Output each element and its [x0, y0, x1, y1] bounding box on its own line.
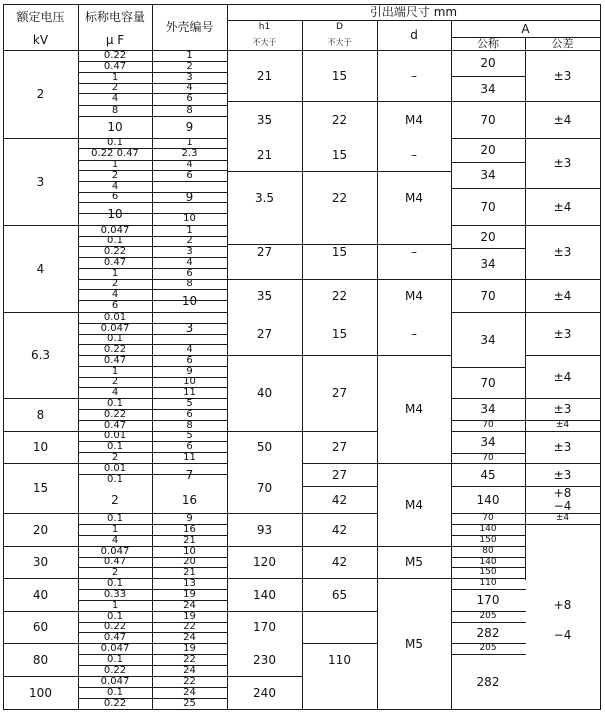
h1-cell: 21 [256, 68, 273, 83]
case-number-cell: 6 [186, 93, 193, 104]
case-number-cell: 4 [186, 82, 193, 93]
h1-cell: 50 [256, 440, 273, 454]
h1-cell: 21 [256, 147, 273, 162]
case-number-cell: 19 [183, 588, 196, 600]
case-number-cell: 22 [183, 675, 196, 687]
case-number-cell: 19 [183, 610, 196, 622]
A-nominal-cell: 140 [479, 524, 497, 534]
capacitance-cell: 0.1 [107, 512, 123, 524]
capacitance-cell: 10 [107, 206, 123, 221]
case-number-cell: 1 [186, 137, 193, 148]
A-nominal-cell: 282 [476, 625, 500, 640]
capacitance-cell: 0.1 [107, 686, 123, 698]
capacitance-cell: 2 [111, 82, 119, 93]
capacitance-cell: 0.1 [107, 474, 123, 485]
d-cell: – [411, 147, 417, 162]
capacitance-cell: 0.01 [103, 462, 127, 474]
capacitance-cell: 8 [111, 104, 119, 116]
capacitance-cell: 1 [111, 71, 119, 83]
D-cell: 22 [331, 112, 348, 127]
capacitance-cell: 0.1 [107, 653, 123, 665]
header-A-nominal: 公称 [477, 37, 499, 50]
grid-line [525, 524, 601, 525]
header-h1-sub: 不大于 [252, 38, 277, 47]
case-number-cell: 2 [186, 60, 193, 72]
A-nominal-cell: 70 [482, 452, 494, 463]
A-nominal-cell: 282 [476, 674, 500, 689]
h1-cell: 120 [253, 555, 276, 569]
capacitance-cell: 0.47 [103, 631, 127, 643]
case-number-cell: 2.3 [181, 148, 198, 159]
case-number-cell: 2 [186, 235, 193, 246]
A-nominal-cell: 34 [480, 168, 496, 182]
voltage-cell: 60 [32, 620, 49, 634]
capacitance-cell: 4 [111, 93, 119, 104]
case-number-cell: 8 [186, 419, 193, 431]
A-tolerance-cell: ±4 [553, 112, 572, 127]
case-number-cell: 6 [186, 267, 193, 279]
capacitance-cell: 1 [111, 523, 119, 535]
A-nominal-cell: 70 [482, 513, 494, 523]
capacitance-cell: 0.047 [100, 224, 130, 236]
case-number-cell: 13 [183, 577, 196, 589]
d-cell: M4 [405, 497, 423, 512]
A-nominal-cell: 150 [479, 535, 497, 545]
A-nominal-cell: 20 [480, 229, 496, 244]
voltage-cell: 20 [32, 522, 49, 537]
D-cell: 15 [331, 326, 348, 341]
voltage-cell: 80 [32, 652, 49, 667]
case-number-cell: 8 [186, 278, 193, 289]
header-A: A [521, 21, 530, 36]
capacitance-cell: 4 [111, 288, 119, 300]
D-cell: 27 [331, 467, 348, 482]
case-number-cell: 8 [186, 104, 193, 116]
capacitance-cell: 2 [111, 169, 119, 181]
D-cell: 42 [331, 522, 348, 537]
capacitance-cell: 1 [111, 267, 119, 279]
h1-cell: 3.5 [254, 191, 275, 205]
A-nominal-cell: 170 [476, 593, 500, 607]
case-number-cell: 24 [183, 664, 196, 676]
capacitance-cell: 2 [111, 278, 119, 289]
case-number-cell: 4 [186, 343, 193, 355]
case-number-cell: 24 [183, 631, 196, 643]
case-number-cell: 16 [183, 523, 196, 535]
A-nominal-cell: 34 [480, 81, 496, 96]
D-cell: 27 [331, 386, 348, 400]
header-A-tolerance: 公差 [551, 37, 574, 50]
case-number-cell: 9 [186, 512, 193, 524]
D-cell: 65 [331, 587, 348, 602]
case-number-cell: 1 [186, 49, 193, 61]
A-tolerance-cell: −4 [553, 499, 572, 513]
capacitance-cell: 0.47 [103, 354, 127, 366]
header-voltage: 额定电压 [16, 9, 65, 24]
case-number-cell: 24 [183, 686, 196, 698]
capacitance-cell: 0.22 0.47 [91, 148, 139, 159]
capacitance-cell: 0.01 [103, 311, 127, 323]
A-tolerance-cell: ±4 [555, 513, 570, 523]
A-tolerance-cell: ±4 [555, 420, 570, 430]
header-capacitance: 标称电容量 [84, 9, 145, 24]
A-tolerance-cell: ±4 [553, 199, 572, 214]
capacitance-cell: 2 [111, 566, 119, 578]
A-nominal-cell: 140 [476, 492, 500, 507]
capacitance-cell: 6 [111, 191, 119, 202]
capacitance-cell: 0.1 [107, 440, 123, 452]
case-number-cell: 25 [183, 697, 196, 709]
capacitance-cell: 4 [111, 534, 119, 546]
d-cell: M4 [405, 191, 423, 205]
d-cell: M5 [405, 636, 423, 651]
header-capacitance-unit: μ F [105, 32, 125, 47]
A-nominal-cell: 205 [479, 611, 497, 621]
d-cell: M4 [405, 288, 423, 303]
capacitance-cell: 0.22 [103, 49, 127, 61]
capacitance-cell: 0.22 [103, 245, 127, 257]
capacitance-cell: 0.047 [100, 545, 130, 557]
header-d: d [410, 28, 418, 42]
h1-cell: 140 [253, 587, 276, 602]
case-number-cell: 10 [183, 376, 196, 387]
grid-line [600, 4, 601, 710]
case-number-cell: 5 [186, 397, 193, 409]
header-D-sub: 不大于 [327, 38, 352, 47]
d-cell: – [411, 68, 417, 83]
case-number-cell: 6 [186, 408, 193, 420]
d-cell: – [411, 326, 417, 341]
header-h1: h1 [258, 21, 271, 32]
A-nominal-cell: 140 [479, 556, 497, 567]
A-tolerance-cell: ±3 [553, 245, 572, 259]
d-cell: M4 [405, 402, 423, 416]
case-number-cell: 22 [183, 653, 196, 665]
A-nominal-cell: 205 [479, 643, 497, 653]
voltage-cell: 8 [36, 407, 45, 422]
A-tolerance-cell: +8 [553, 598, 572, 612]
capacitance-cell: 2 [111, 492, 119, 507]
A-nominal-cell: 20 [480, 143, 496, 157]
voltage-cell: 2 [36, 87, 45, 101]
A-nominal-cell: 20 [480, 56, 496, 70]
capacitance-cell: 1 [111, 365, 119, 377]
D-cell: 42 [331, 555, 348, 569]
voltage-cell: 6.3 [30, 348, 51, 362]
capacitance-cell: 2 [111, 451, 119, 463]
capacitance-cell: 10 [107, 120, 123, 134]
capacitance-cell: 1 [111, 159, 119, 170]
header-D: D [336, 21, 343, 32]
capacitance-cell: 0.1 [107, 333, 123, 344]
case-number-cell: 6 [186, 354, 193, 366]
case-number-cell: 7 [185, 467, 194, 482]
capacitance-cell: 0.1 [107, 577, 123, 589]
voltage-cell: 15 [32, 481, 49, 495]
case-number-cell: 3 [186, 71, 193, 83]
A-nominal-cell: 110 [479, 578, 497, 588]
h1-cell: 170 [253, 620, 276, 634]
case-number-cell: 5 [186, 430, 193, 441]
capacitance-cell: 0.47 [103, 556, 127, 567]
A-nominal-cell: 34 [480, 402, 496, 416]
case-number-cell: 22 [183, 621, 196, 632]
h1-cell: 40 [256, 386, 273, 400]
capacitance-cell: 0.22 [103, 664, 127, 676]
A-nominal-cell: 70 [480, 112, 496, 127]
d-cell: M5 [405, 555, 423, 569]
case-number-cell: 4 [186, 159, 193, 170]
capacitance-cell: 0.22 [103, 697, 127, 709]
capacitance-cell: 0.01 [103, 430, 127, 441]
h1-cell: 230 [253, 652, 276, 667]
voltage-cell: 30 [32, 555, 49, 569]
A-nominal-cell: 70 [480, 199, 496, 214]
D-cell: 27 [331, 440, 348, 454]
case-number-cell: 9 [185, 120, 194, 134]
A-nominal-cell: 34 [480, 256, 496, 271]
D-cell: 15 [331, 147, 348, 162]
A-tolerance-cell: ±3 [553, 440, 572, 454]
voltage-cell: 10 [32, 440, 49, 454]
h1-cell: 27 [256, 245, 273, 259]
A-nominal-cell: 70 [480, 375, 496, 390]
h1-cell: 35 [256, 288, 273, 303]
A-tolerance-cell: ±3 [553, 156, 572, 170]
capacitance-cell: 0.1 [107, 610, 123, 622]
d-cell: – [411, 245, 417, 259]
D-cell: 15 [331, 245, 348, 259]
case-number-cell: 4 [186, 256, 193, 268]
h1-cell: 27 [256, 326, 273, 341]
h1-cell: 35 [256, 112, 273, 127]
case-number-cell: 10 [183, 545, 196, 557]
A-nominal-cell: 45 [480, 467, 496, 482]
capacitance-cell: 0.047 [100, 675, 130, 687]
capacitance-cell: 4 [111, 386, 119, 398]
case-number-cell: 21 [183, 534, 196, 546]
case-number-cell: 21 [183, 566, 196, 578]
A-nominal-cell: 150 [479, 567, 497, 577]
case-number-cell: 3 [185, 321, 194, 335]
D-cell: 15 [331, 68, 348, 83]
header-case-number: 外壳编号 [165, 20, 214, 34]
capacitance-cell: 0.22 [103, 621, 127, 632]
h1-cell: 240 [253, 685, 276, 700]
capacitance-cell: 6 [111, 300, 119, 311]
case-number-cell: 16 [181, 492, 198, 507]
A-nominal-cell: 34 [480, 435, 496, 449]
case-number-cell: 1 [186, 224, 193, 236]
case-number-cell: 20 [183, 556, 196, 567]
D-cell: 22 [331, 288, 348, 303]
case-number-cell: 11 [183, 386, 196, 398]
D-cell: 22 [331, 191, 348, 205]
capacitance-cell: 4 [111, 180, 119, 192]
A-tolerance-cell: ±4 [553, 288, 572, 303]
case-number-cell: 6 [186, 169, 193, 181]
capacitance-cell: 2 [111, 376, 119, 387]
case-number-cell: 11 [183, 451, 196, 463]
A-tolerance-cell: ±3 [553, 68, 572, 83]
case-number-cell: 6 [186, 440, 193, 452]
A-tolerance-cell: +8 [553, 485, 572, 500]
A-nominal-cell: 80 [482, 546, 494, 556]
capacitance-cell: 0.47 [103, 256, 127, 268]
A-tolerance-cell: −4 [553, 628, 572, 642]
voltage-cell: 40 [32, 587, 49, 602]
A-nominal-cell: 34 [480, 332, 496, 347]
case-number-cell: 9 [186, 365, 193, 377]
D-cell: 42 [331, 492, 348, 507]
A-tolerance-cell: ±3 [553, 402, 572, 416]
capacitance-cell: 0.047 [100, 322, 130, 334]
header-terminal-size: 引出端尺寸 mm [369, 5, 458, 19]
capacitance-cell: 0.1 [107, 137, 123, 148]
case-number-cell: 3 [186, 245, 193, 257]
capacitance-cell: 0.33 [103, 588, 127, 600]
A-tolerance-cell: ±3 [553, 326, 572, 341]
A-tolerance-cell: ±4 [553, 369, 572, 384]
header-voltage-unit: kV [32, 32, 49, 47]
case-number-cell: 9 [185, 190, 194, 204]
capacitance-cell: 0.1 [107, 397, 123, 409]
h1-cell: 70 [256, 481, 273, 495]
capacitance-cell: 0.22 [103, 343, 127, 355]
case-number-cell: 10 [183, 213, 196, 224]
capacitance-cell: 0.1 [107, 235, 123, 246]
A-nominal-cell: 70 [480, 288, 496, 303]
A-nominal-cell: 70 [482, 420, 494, 430]
capacitance-cell: 0.22 [103, 408, 127, 420]
capacitance-cell: 0.47 [103, 60, 127, 72]
voltage-cell: 4 [36, 261, 45, 276]
capacitance-cell: 1 [111, 599, 119, 611]
d-cell: M4 [405, 112, 423, 127]
A-tolerance-cell: ±3 [553, 467, 572, 482]
case-number-cell: 24 [183, 599, 196, 611]
voltage-cell: 100 [29, 685, 52, 700]
voltage-cell: 3 [36, 174, 45, 189]
case-number-cell: 10 [181, 293, 198, 308]
h1-cell: 93 [256, 522, 273, 537]
D-cell: 110 [328, 652, 351, 667]
capacitance-cell: 0.47 [103, 419, 127, 431]
case-number-cell: 19 [183, 642, 196, 654]
capacitance-cell: 0.047 [100, 642, 130, 654]
